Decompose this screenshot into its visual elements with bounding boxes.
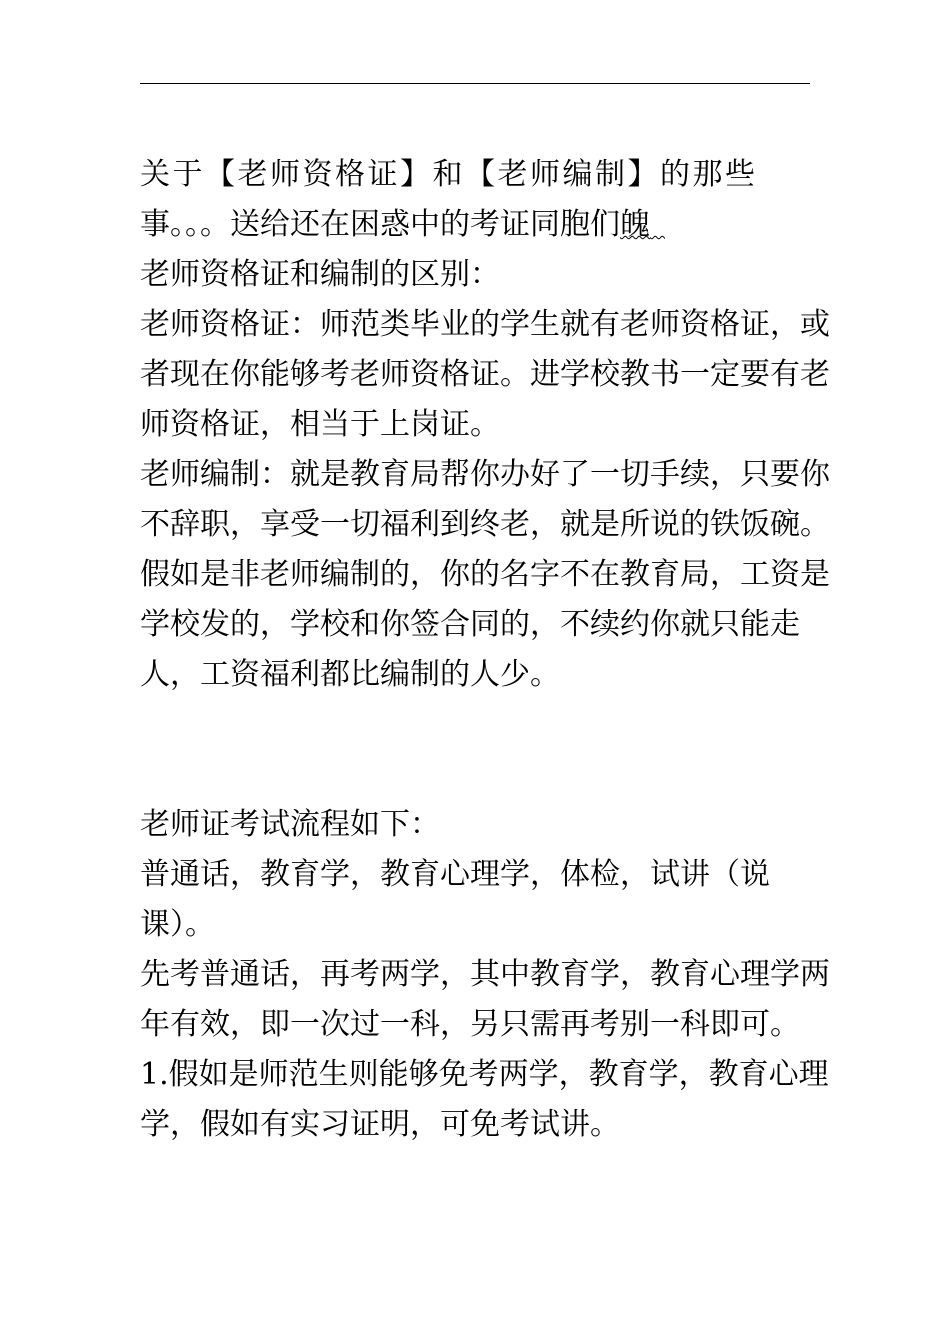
header-rule (140, 83, 810, 84)
paragraph-exam-steps: 普通话，教育学，教育心理学，体检，试讲（说课）。 (140, 857, 770, 942)
paragraph-exam-order: 先考普通话，再考两学，其中教育学，教育心理学两年有效，即一次过一科，另只需再考别一科即可。 (140, 957, 830, 1042)
paragraph-teacher-certificate: 老师资格证：师范类毕业的学生就有老师资格证，或者现在你能够考老师资格证。进学校教书一定要有老师资格证，相当于上岗证。 (140, 307, 830, 442)
section-spacer (140, 700, 830, 800)
section-heading-exam-process: 老师证考试流程如下： (140, 807, 440, 842)
document-title-tail: 魄 (620, 207, 650, 242)
document-title-line-2 (140, 200, 830, 250)
wavy-underline-mark (650, 207, 665, 242)
document-title-line-1: 关于【老师资格证】和【老师编制】的那些 (140, 157, 758, 192)
paragraph-teacher-staffing: 老师编制：就是教育局帮你办好了一切手续，只要你不辞职，享受一切福利到终老，就是所说的铁饭碗。假如是非老师编制的，你的名字不在教育局，工资是学校发的，学校和你签合同的，不续约你就只能走人，工资福利都比编制的人少。 (140, 457, 830, 692)
document-body (140, 150, 830, 1150)
document-title-text: 事。。。送给还在困惑中的考证同胞们 (140, 207, 620, 242)
list-item-1: 1.假如是师范生则能够免考两学，教育学，教育心理学，假如有实习证明，可免考试讲。 (140, 1057, 829, 1142)
section-heading-difference: 老师资格证和编制的区别： (140, 257, 500, 292)
